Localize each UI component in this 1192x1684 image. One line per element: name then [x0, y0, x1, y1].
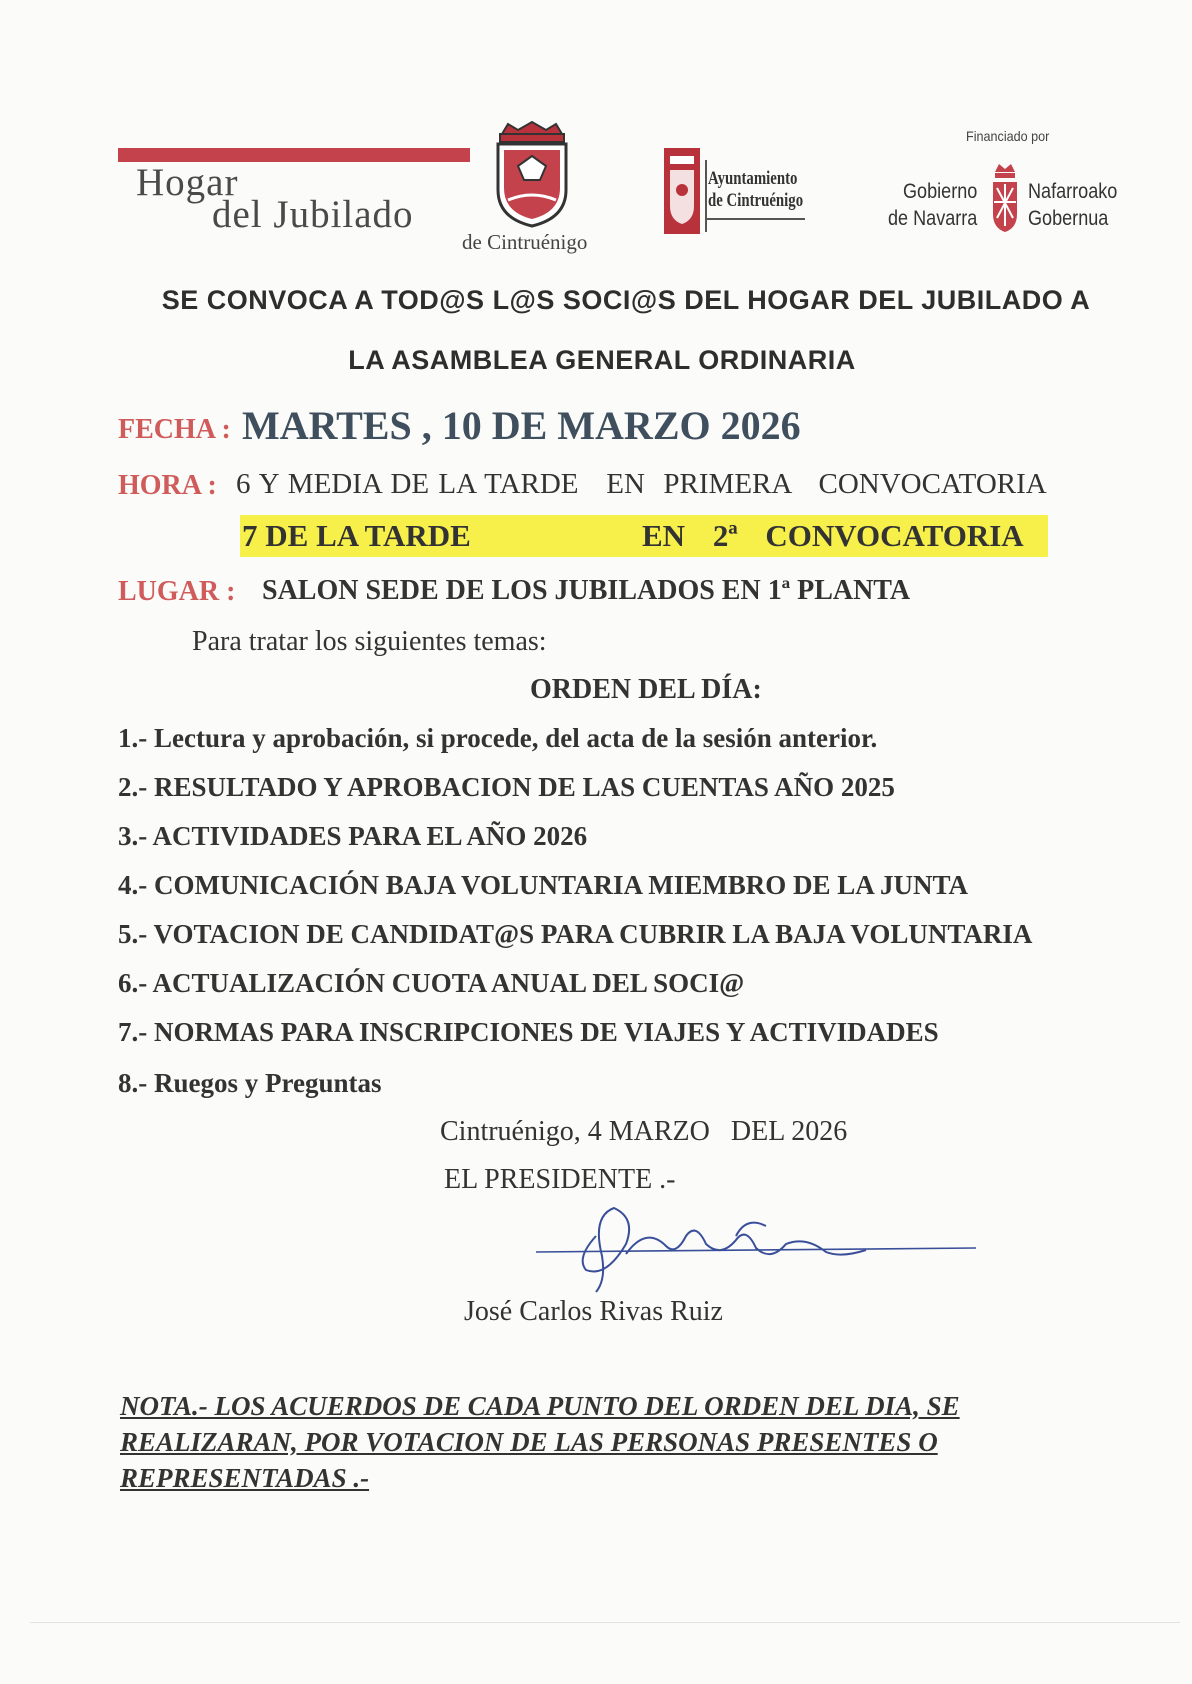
page-bottom-rule — [30, 1622, 1180, 1623]
lugar-value: SALON SEDE DE LOS JUBILADOS EN 1ª PLANTA — [262, 575, 911, 606]
gobierno-line1: Gobierno — [903, 180, 978, 203]
ayuntamiento-line2: de Cintruénigo — [708, 190, 804, 211]
orden-item: 8.- Ruegos y Preguntas — [118, 1068, 382, 1098]
hora-segunda-time: 7 DE LA TARDE — [242, 518, 471, 553]
nota-line1: NOTA.- LOS ACUERDOS DE CADA PUNTO DEL ORDEN DEL DIA, SE — [120, 1391, 960, 1421]
cintruenigo-crest-icon — [488, 120, 576, 230]
crest-caption: de Cintruénigo — [462, 230, 588, 254]
fecha-value: MARTES , 10 DE MARZO 2026 — [242, 403, 801, 448]
orden-item: 2.- RESULTADO Y APROBACION DE LAS CUENTAS AÑO 2025 — [118, 772, 895, 802]
signature-name: José Carlos Rivas Ruiz — [464, 1296, 723, 1327]
ayuntamiento-crest-icon — [664, 148, 700, 234]
orden-item: 7.- NORMAS PARA INSCRIPCIONES DE VIAJES Y ACTIVIDADES — [118, 1017, 939, 1047]
handwritten-signature — [536, 1196, 976, 1296]
ayuntamiento-underline — [705, 218, 805, 220]
nota-line3: REPRESENTADAS .- — [120, 1463, 370, 1493]
lugar-label: LUGAR : — [118, 576, 236, 607]
financiado-por: Financiado por — [966, 128, 1050, 144]
gobierno-line2: de Navarra — [888, 207, 978, 230]
hora-segunda-label: EN 2ª CONVOCATORIA — [642, 518, 1024, 553]
orden-item: 4.- COMUNICACIÓN BAJA VOLUNTARIA MIEMBRO DE LA JUNTA — [118, 870, 969, 900]
navarra-crest-icon — [990, 162, 1020, 234]
headline-line1: SE CONVOCA A TOD@S L@S SOCI@S DEL HOGAR DEL JUBILADO A — [161, 285, 1091, 315]
nafarroako-line1: Nafarroako — [1028, 180, 1118, 203]
signature-role: EL PRESIDENTE .- — [444, 1164, 676, 1195]
hogar-logo-line1: Hogar — [136, 161, 239, 204]
ayuntamiento-divider — [705, 160, 707, 232]
orden-item: 6.- ACTUALIZACIÓN CUOTA ANUAL DEL SOCI@ — [118, 968, 745, 998]
orden-item: 3.- ACTIVIDADES PARA EL AÑO 2026 — [118, 821, 588, 851]
orden-title: ORDEN DEL DÍA: — [530, 674, 762, 705]
hogar-logo-line2: del Jubilado — [212, 193, 414, 236]
intro-text: Para tratar los siguientes temas: — [192, 626, 547, 657]
orden-item: 1.- Lectura y aprobación, si procede, del acta de la sesión anterior. — [118, 723, 878, 753]
hora-label: HORA : — [118, 470, 217, 501]
fecha-label: FECHA : — [118, 414, 231, 445]
hora-primera: 6 Y MEDIA DE LA TARDE EN PRIMERA CONVOCATORIA — [236, 468, 1047, 500]
headline-line2: LA ASAMBLEA GENERAL ORDINARIA — [348, 345, 856, 375]
ayuntamiento-line1: Ayuntamiento — [708, 168, 798, 189]
nota-line2: REALIZARAN, POR VOTACION DE LAS PERSONAS PRESENTES O — [120, 1427, 938, 1457]
orden-item: 5.- VOTACION DE CANDIDAT@S PARA CUBRIR LA BAJA VOLUNTARIA — [118, 919, 1033, 949]
nafarroako-line2: Gobernua — [1028, 207, 1109, 230]
signature-date: Cintruénigo, 4 MARZO DEL 2026 — [440, 1116, 848, 1147]
